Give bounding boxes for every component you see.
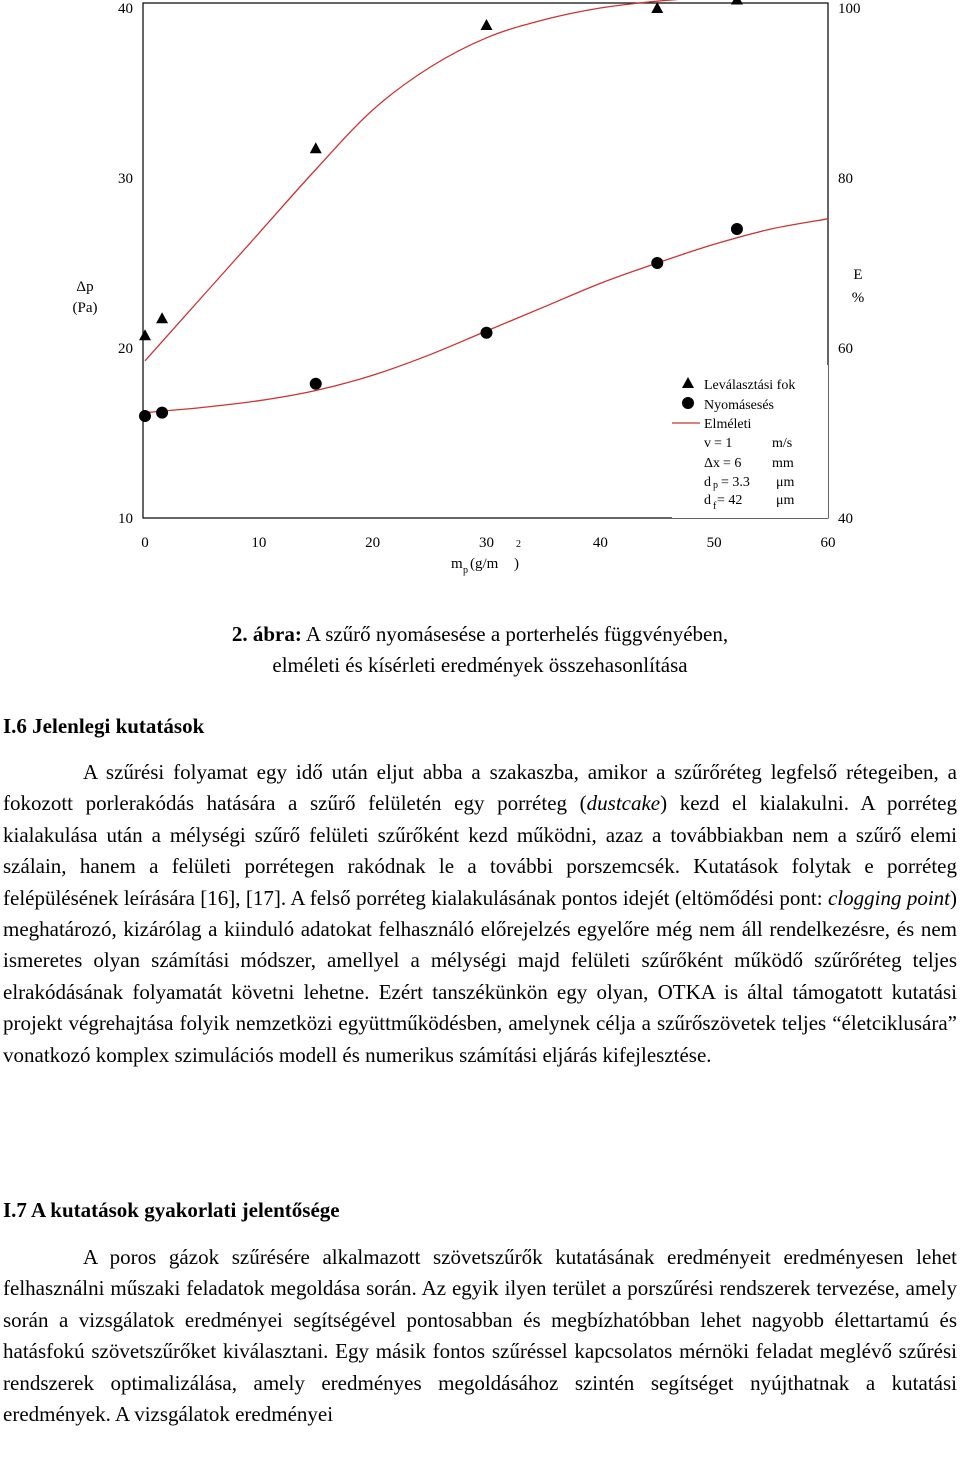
param-dp-sym: d [704, 475, 711, 490]
para-italic-dustcake: dustcake [586, 791, 661, 816]
circle-point [651, 257, 663, 269]
caption-line-2: elméleti és kísérleti eredmények összehasonlítása [272, 653, 688, 677]
x-label-unit: (g/m [470, 556, 499, 572]
triangle-point [651, 2, 663, 13]
figure-caption [0, 619, 960, 681]
param-dx-unit: mm [772, 456, 794, 471]
param-v-sym: v [704, 436, 711, 451]
y-right-tick-label: 60 [838, 341, 853, 357]
param-dx-eq: = 6 [723, 456, 742, 471]
circle-point [731, 223, 743, 235]
caption-line-1 [0, 619, 960, 650]
param-dx-sym: Δx [704, 456, 721, 471]
x-label-close: ) [514, 556, 519, 572]
legend-entry-1: Nyomásesés [704, 398, 774, 413]
para-part-c: ) kezd el kialakulni. A porréteg kialakulása után a mélységi szűrő felületi szűrőként kezd működni, azaz a továbbiakban nem a szűrő elemi szálain, hanem a felületi porrétegen rakódnak le a további porszemcsék. Kutatások folytak e porréteg felépülésének leírására [16], [17]. A felső porréteg kialakulásának pontos idejét (eltömődési pont: [3, 791, 957, 910]
triangle-point [310, 142, 322, 153]
circle-point [481, 327, 493, 339]
x-label-sub: p [463, 565, 468, 576]
x-label-m: m [451, 556, 463, 572]
x-tick-label: 30 [479, 535, 494, 551]
x-tick-label: 20 [365, 535, 381, 551]
caption-text-1: A szűrő nyomásesése a porterhelés függvényében, [301, 622, 729, 646]
triangle-point [139, 329, 151, 340]
para2-text: A poros gázok szűrésére alkalmazott szövetszűrők kutatásának eredményeit eredményesen lehet felhasználni műszaki feladatok megoldása során. Az egyik ilyen terület a porszűrési rendszerek tervezése, amely során a vizsgálatok eredményei segítségével pontosabban és megbízhatóbban lehet nagyobb élettartamú és hatásfokú szövetszűrőket kiválasztani. Egy másik fontos szűréssel kapcsolatos mérnöki feladat meglévő szűrési rendszerek optimalizálása, amely eredményes megoldásához szintén segítséget nyújthatnak a kutatási eredmények. A vizsgálatok eredményei [3, 1245, 957, 1427]
legend-entry-0: Leválasztási fok [704, 378, 796, 393]
y-left-tick-label: 20 [118, 341, 133, 357]
circle-point [139, 410, 151, 422]
section-paragraph-1-6 [3, 757, 957, 1071]
param-df-sub: f [713, 501, 717, 512]
y-left-tick-label: 30 [118, 171, 133, 187]
para-part-a: A szűrési folyamat egy idő után eljut abba a szakaszba, amikor a szűrőréteg legfelső rétegeiben, a fokozott porlerakódás hatására a szűrő felületén egy porréteg ( [3, 760, 957, 816]
section-heading-1-7: I.7 A kutatások gyakorlati jelentősége [3, 1198, 340, 1222]
triangle-point [481, 19, 493, 30]
param-v-unit: m/s [772, 436, 793, 451]
legend-entry-2: Elméleti [704, 417, 752, 432]
x-tick-label: 50 [706, 535, 722, 551]
triangle-point [731, 0, 743, 5]
param-df-eq: = 42 [717, 493, 743, 508]
x-tick-label: 0 [141, 535, 149, 551]
figure-chart [0, 0, 960, 600]
param-df-sym: d [704, 493, 711, 508]
x-tick-label: 40 [592, 535, 608, 551]
circle-point [156, 407, 168, 419]
x-tick-label: 60 [820, 535, 836, 551]
y-left-label-2: (Pa) [72, 300, 98, 316]
y-right-label-1: E [853, 267, 863, 283]
triangle-point [156, 312, 168, 323]
param-dp-unit: μm [776, 475, 795, 490]
circle-point [310, 378, 322, 390]
y-right-tick-label: 40 [838, 511, 853, 527]
y-right-label-2: % [851, 290, 865, 306]
y-right-tick-label: 100 [838, 1, 861, 17]
y-right-tick-label: 80 [838, 171, 853, 187]
caption-label: 2. ábra: [231, 622, 302, 646]
x-tick-label: 10 [251, 535, 267, 551]
y-left-tick-label: 40 [118, 1, 133, 17]
legend-circle-icon [682, 397, 694, 409]
para-italic-clogging: clogging point [827, 885, 950, 910]
section-paragraph-1-7 [3, 1242, 957, 1430]
y-left-tick-label: 10 [118, 511, 133, 527]
param-dp-sub: p [713, 480, 718, 491]
para-part-e: ) meghatározó, kizárólag a kiinduló adatokat felhasználó előrejelzés egyelőre még nem áll rendelkezésre, és nem ismeretes olyan számítási módszer, amellyel a mélységi majd felületi szűrőként működő szűrőréteg teljes elrakódásának folyamatát követni lehetne. Ezért tanszékünkön egy olyan, OTKA is által támogatott kutatási projekt végrehajtása folyik nemzetközi együttműködésben, amelynek célja a szűrőszövetek teljes “életciklusára” vonatkozó komplex szimulációs modell és numerikus számítási eljárás kifejlesztése. [3, 885, 957, 1067]
y-left-label-1: Δp [76, 279, 94, 295]
param-dp-eq: = 3.3 [721, 475, 750, 490]
param-df-unit: μm [776, 493, 795, 508]
param-v-eq: = 1 [714, 436, 733, 451]
x-label-sup: 2 [516, 539, 521, 550]
section-heading-1-6: I.6 Jelenlegi kutatások [3, 714, 205, 738]
theoretical-efficiency-curve [145, 0, 828, 361]
legend [672, 365, 828, 518]
